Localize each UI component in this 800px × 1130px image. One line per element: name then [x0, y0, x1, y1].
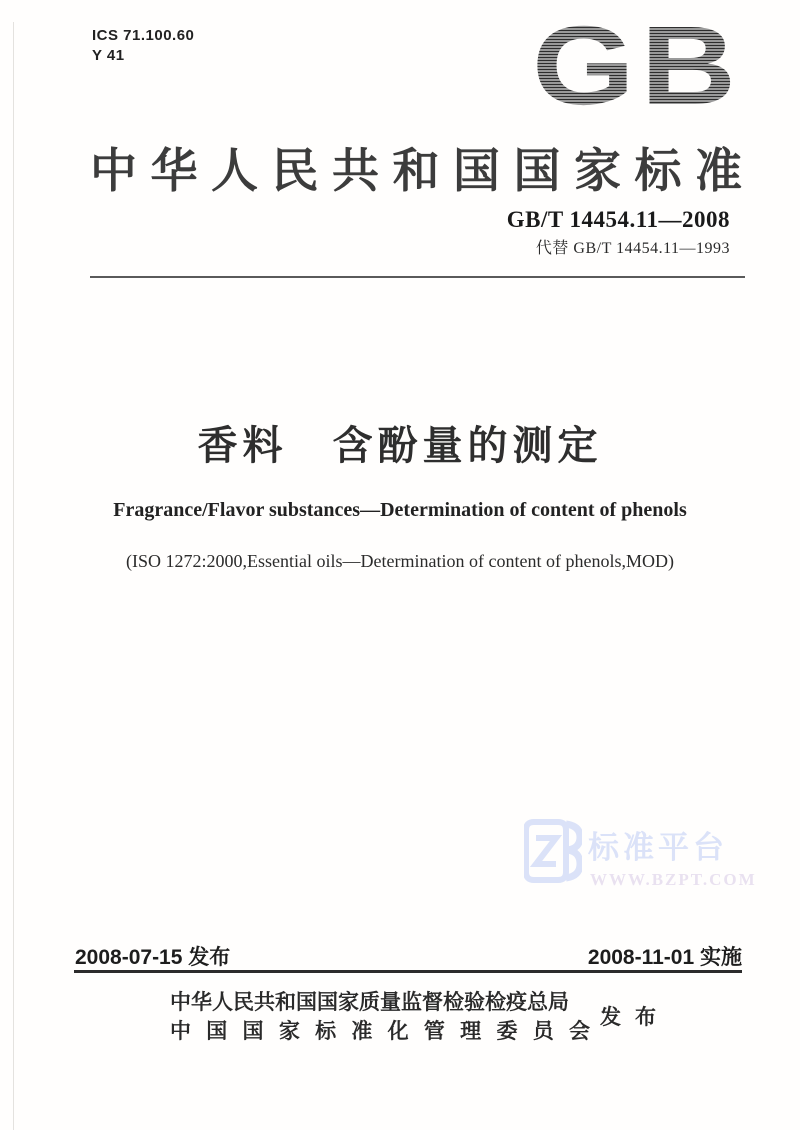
iso-adoption-note: (ISO 1272:2000,Essential oils—Determination of content of phenols,MOD)	[126, 551, 674, 571]
gb-logo: GB	[531, 3, 742, 128]
publisher-block	[170, 988, 590, 1046]
footer-rule	[74, 970, 742, 973]
publisher-line2: 中国国家标准化管理委员会	[170, 1019, 590, 1043]
watermark-url: WWW.BZPT.COM	[590, 870, 757, 889]
standard-number: GB/T 14454.11—2008	[506, 207, 730, 232]
document-title-zh: 香料 含酚量的测定	[197, 423, 603, 468]
document-title-en: Fragrance/Flavor substances—Determination of content of phenols	[113, 499, 687, 521]
class-code: Y 41	[92, 47, 125, 64]
ics-code: ICS 71.100.60	[92, 27, 195, 44]
classification-codes	[92, 26, 194, 66]
header-rule	[90, 276, 745, 278]
masthead-title: 中华人民共和国国家标准	[90, 146, 742, 198]
bzpt-watermark-icon	[524, 818, 582, 884]
standard-number-block	[507, 207, 730, 258]
superseded-standard: 代替 GB/T 14454.11—1993	[535, 240, 730, 257]
issue-date: 2008-07-15 发布	[75, 946, 231, 969]
publisher-line1: 中华人民共和国国家质量监督检验检疫总局	[170, 990, 569, 1014]
effective-date: 2008-11-01 实施	[587, 946, 742, 969]
watermark-name: 标准平台	[588, 830, 728, 865]
watermark	[524, 818, 757, 890]
scan-edge-line	[13, 22, 14, 1130]
publish-action-label: 发布	[600, 1005, 670, 1029]
